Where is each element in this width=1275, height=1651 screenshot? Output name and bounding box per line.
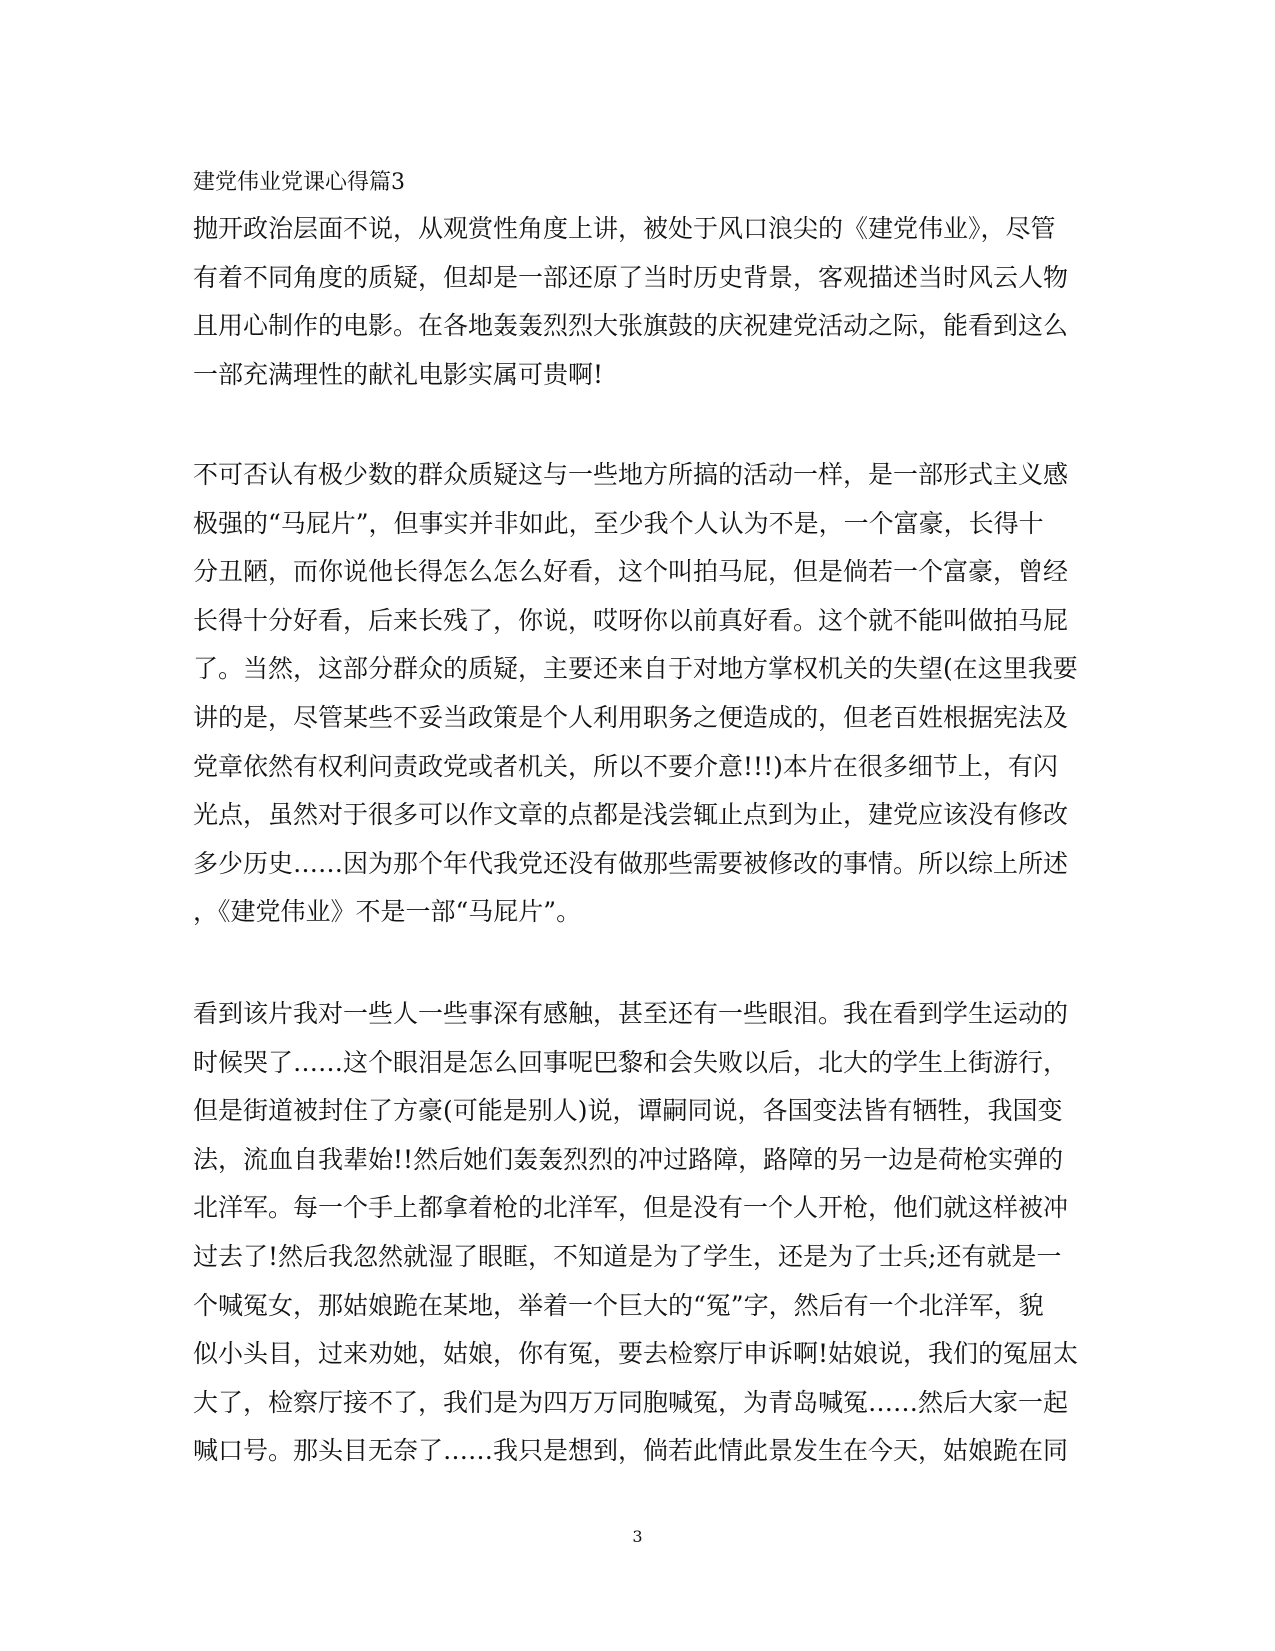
paragraph-2	[193, 451, 1083, 937]
paragraph-line: 抛开政治层面不说，从观赏性角度上讲，被处于风口浪尖的《建党伟业》，尽管	[193, 214, 1056, 243]
paragraph-line: ，《建党伟业》不是一部“马屁片”。	[193, 897, 582, 927]
paragraph-line: 光点，虽然对于很多可以作文章的点都是浅尝辄止点到为止，建党应该没有修改	[193, 800, 1069, 830]
paragraph-line: 北洋军。每一个手上都拿着枪的北洋军，但是没有一个人开枪，他们就这样被冲	[193, 1193, 1069, 1223]
paragraph-line: 大了，检察厅接不了，我们是为四万万同胞喊冤，为青岛喊冤……然后大家一起	[193, 1387, 1069, 1417]
paragraph-line: 多少历史……因为那个年代我党还没有做那些需要被修改的事情。所以综上所述	[193, 848, 1069, 878]
page-number: 3	[632, 1527, 643, 1546]
paragraph-line: 法，流血自我辈始!!然后她们轰轰烈烈的冲过路障，路障的另一边是荷枪实弹的	[193, 1144, 1064, 1174]
paragraph-line: 看到该片我对一些人一些事深有感触，甚至还有一些眼泪。我在看到学生运动的	[193, 999, 1069, 1028]
paragraph-line: 时候哭了……这个眼泪是怎么回事呢巴黎和会失败以后，北大的学生上街游行，	[193, 1047, 1069, 1077]
paragraph-line: 不可否认有极少数的群众质疑这与一些地方所搞的活动一样，是一部形式主义感	[193, 460, 1069, 489]
paragraph-line: 喊口号。那头目无奈了……我只是想到，倘若此情此景发生在今天，姑娘跪在同	[193, 1436, 1069, 1466]
paragraph-line: 有着不同角度的质疑，但却是一部还原了当时历史背景，客观描述当时风云人物	[193, 262, 1069, 292]
paragraph-1	[193, 205, 1083, 399]
paragraph-line: 极强的“马屁片”，但事实并非如此，至少我个人认为不是，一个富豪，长得十	[193, 508, 1044, 538]
paragraph-line: 讲的是，尽管某些不妥当政策是个人利用职务之便造成的，但老百姓根据宪法及	[193, 702, 1069, 732]
paragraph-line: 个喊冤女，那姑娘跪在某地，举着一个巨大的“冤”字，然后有一个北洋军，貌	[193, 1290, 1044, 1320]
paragraph-line: 一部充满理性的献礼电影实属可贵啊!	[193, 359, 604, 389]
paragraph-line: 了。当然，这部分群众的质疑，主要还来自于对地方掌权机关的失望(在这里我要	[193, 654, 1078, 684]
paragraph-3	[193, 990, 1083, 1476]
paragraph-line: 党章依然有权利问责政党或者机关，所以不要介意!!!)本片在很多细节上，有闪	[193, 751, 1058, 781]
paragraph-line: 且用心制作的电影。在各地轰轰烈烈大张旗鼓的庆祝建党活动之际，能看到这么	[193, 311, 1069, 341]
paragraph-line: 分丑陋，而你说他长得怎么怎么好看，这个叫拍马屁，但是倘若一个富豪，曾经	[193, 557, 1069, 587]
paragraph-line: 长得十分好看，后来长残了，你说，哎呀你以前真好看。这个就不能叫做拍马屁	[193, 605, 1069, 635]
paragraph-line: 过去了!然后我忽然就湿了眼眶，不知道是为了学生，还是为了士兵;还有就是一	[193, 1241, 1062, 1271]
document-title: 建党伟业党课心得篇3	[193, 170, 405, 195]
paragraph-line: 但是街道被封住了方豪(可能是别人)说，谭嗣同说，各国变法皆有牺牲，我国变	[193, 1096, 1063, 1126]
paragraph-line: 似小头目，过来劝她，姑娘，你有冤，要去检察厅申诉啊!姑娘说，我们的冤屈太	[193, 1339, 1079, 1369]
